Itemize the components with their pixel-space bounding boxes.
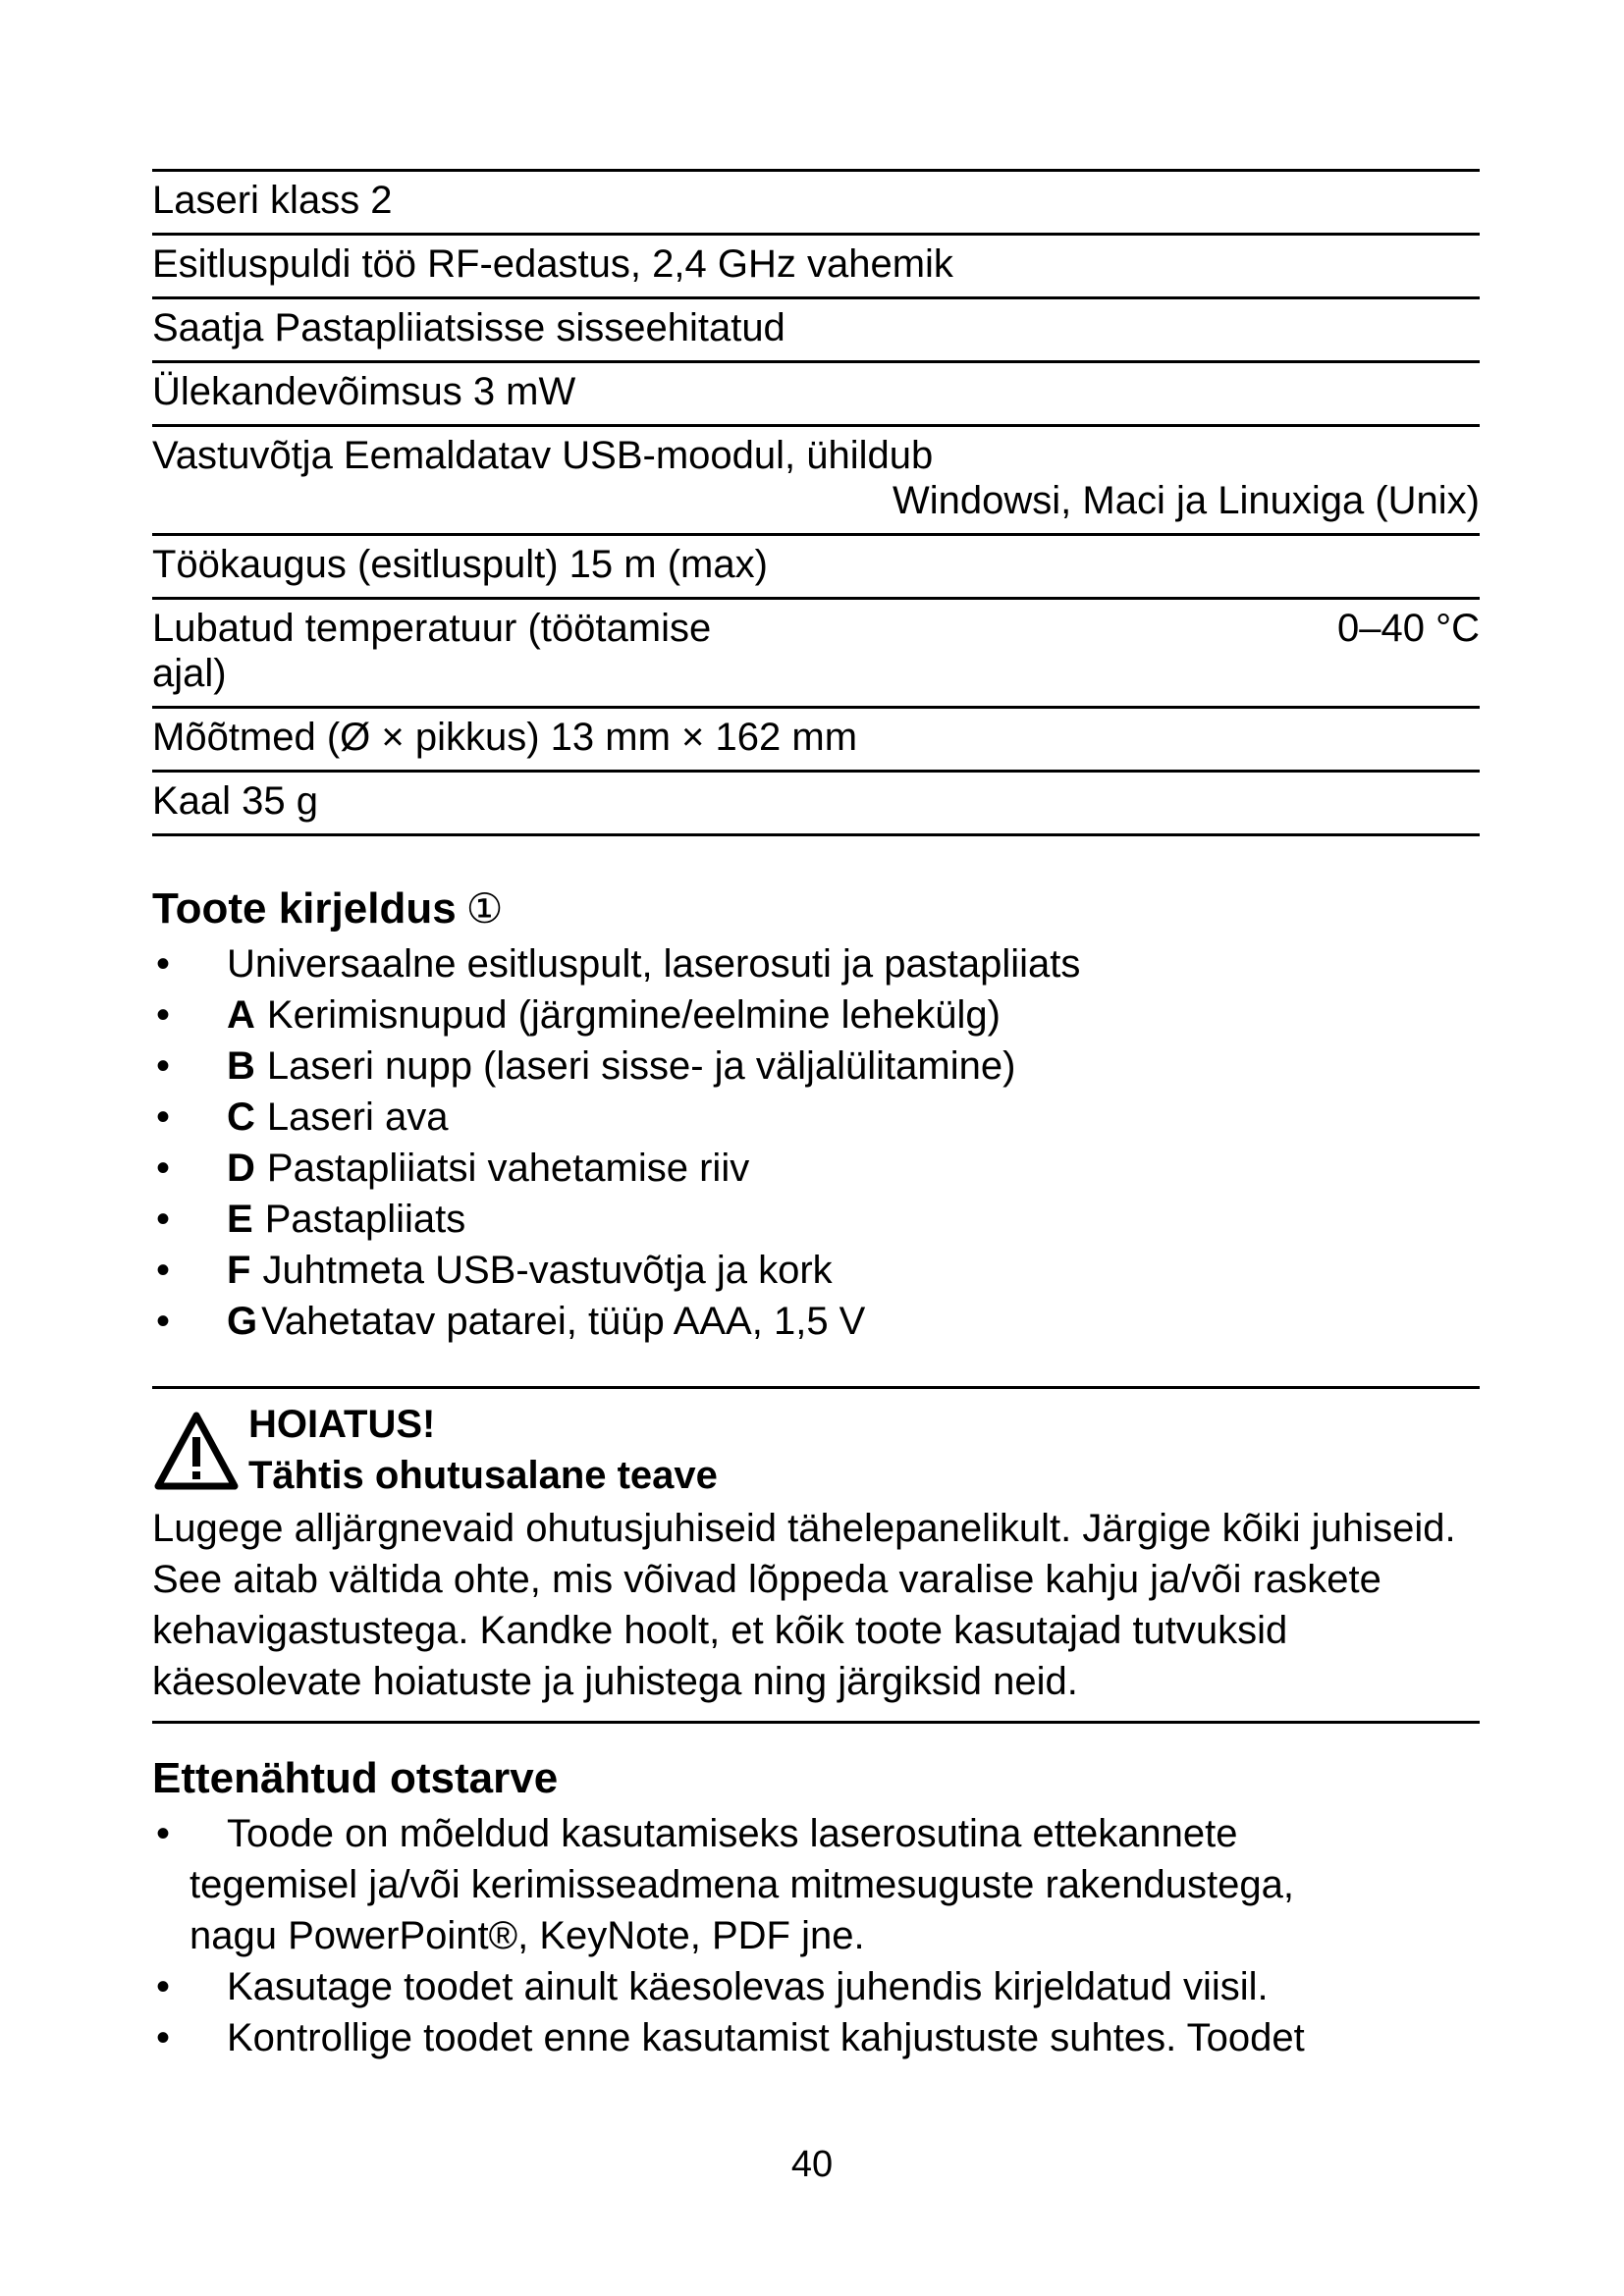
spec-text: Laseri klass 2 [152, 179, 393, 222]
bullet: • [156, 942, 171, 986]
spec-text: Esitluspuldi töö RF-edastus, 2,4 GHz vahemik [152, 242, 953, 286]
list-item [152, 1092, 1480, 1143]
warning-header [152, 1399, 1480, 1501]
list-item-continued [152, 1859, 1480, 1910]
spec-row-rf [152, 236, 1480, 299]
bullet: • [156, 1147, 171, 1190]
purpose-heading: Ettenähtud otstarve [152, 1754, 559, 1802]
list-item [152, 1143, 1480, 1194]
feature-list [152, 938, 1480, 1347]
list-item [152, 1961, 1480, 2012]
spec-text: Lubatud temperatuur (töötamise [152, 607, 712, 650]
spec-row-weight [152, 773, 1480, 836]
spec-text: Mõõtmed (Ø × pikkus) 13 mm × 162 mm [152, 716, 858, 759]
warning-subtitle: Tähtis ohutusalane teave [248, 1454, 718, 1497]
spec-row-laser-class [152, 172, 1480, 236]
item-text: nagu PowerPoint®, KeyNote, PDF jne. [189, 1914, 865, 1957]
spec-text: Ülekandevõimsus 3 mW [152, 370, 576, 413]
bullet: • [156, 1812, 171, 1855]
spec-value: 0–40 °C [1337, 607, 1480, 650]
list-item [152, 1296, 1480, 1347]
item-key: G [227, 1300, 258, 1343]
item-key: A [227, 993, 255, 1037]
item-text: Vahetatav patarei, tüüp AAA, 1,5 V [261, 1300, 866, 1343]
list-item [152, 2012, 1480, 2063]
spec-text-continued: ajal) [152, 652, 227, 695]
item-text: Toode on mõeldud kasutamiseks laserosutina ettekannete [227, 1812, 1238, 1855]
spec-row-power [152, 363, 1480, 427]
item-text: Pastapliiats [264, 1198, 466, 1241]
bullet: • [156, 1249, 171, 1292]
item-text: Universaalne esitluspult, laserosuti ja pastapliiats [227, 942, 1081, 986]
description-heading [152, 883, 1480, 934]
list-item [152, 938, 1480, 989]
item-text: Kasutage toodet ainult käesolevas juhendis kirjeldatud viisil. [227, 1965, 1269, 2008]
bullet: • [156, 1300, 171, 1343]
list-item [152, 1041, 1480, 1092]
bullet: • [156, 1965, 171, 2008]
warning-box [152, 1386, 1480, 1724]
bullet: • [156, 1044, 171, 1088]
bullet: • [156, 1198, 171, 1241]
description-title: Toote kirjeldus [152, 884, 457, 933]
spec-row-transmitter [152, 299, 1480, 363]
list-item [152, 1808, 1480, 1859]
list-item [152, 989, 1480, 1041]
item-key: B [227, 1044, 255, 1088]
item-text: Pastapliiatsi vahetamise riiv [266, 1147, 750, 1190]
spec-text: Töökaugus (esitluspult) 15 m (max) [152, 543, 768, 586]
item-text: Kontrollige toodet enne kasutamist kahjustuste suhtes. Toodet [227, 2016, 1305, 2059]
item-key: E [227, 1198, 253, 1241]
item-text: Laseri ava [266, 1095, 449, 1139]
spec-row-receiver [152, 427, 1480, 536]
item-text: Juhtmeta USB-vastuvõtja ja kork [262, 1249, 833, 1292]
bullet: • [156, 993, 171, 1037]
item-text: tegemisel ja/või kerimisseadmena mitmesuguste rakendustega, [189, 1863, 1294, 1906]
circled-reference: ① [465, 885, 504, 932]
warning-text: Lugege alljärgnevaid ohutusjuhiseid tähelepanelikult. Järgige kõiki juhiseid. See aitab vältida ohte, mis võivad lõppeda varalise kahju ja/või raskete kehavigastustega. Kandke hoolt, et kõik toote kasutajad tutvuksid käesolevate hoiatuste ja juhistega ning järgiksid neid. [152, 1507, 1456, 1703]
spec-row-temperature [152, 600, 1480, 709]
bullet: • [156, 1095, 171, 1139]
item-text: Laseri nupp (laseri sisse- ja väljalülitamine) [266, 1044, 1016, 1088]
spec-text: Kaal 35 g [152, 779, 319, 823]
warning-title: HOIATUS! [248, 1403, 436, 1446]
item-text: Kerimisnupud (järgmine/eelmine lehekülg) [266, 993, 1001, 1037]
page-content [152, 169, 1480, 2063]
list-item-continued [152, 1910, 1480, 1961]
item-key: D [227, 1147, 255, 1190]
list-item [152, 1245, 1480, 1296]
spec-text-continued: Windowsi, Maci ja Linuxiga (Unix) [893, 479, 1480, 522]
bullet: • [156, 2016, 171, 2059]
warning-titles [248, 1399, 718, 1501]
warning-triangle-icon [152, 1408, 241, 1492]
spec-row-range [152, 536, 1480, 600]
spec-table [152, 169, 1480, 836]
spec-row-dimensions [152, 709, 1480, 773]
spec-text: Saatja Pastapliiatsisse sisseehitatud [152, 306, 785, 349]
item-key: C [227, 1095, 255, 1139]
item-key: F [227, 1249, 251, 1292]
purpose-list [152, 1808, 1480, 2063]
page-number: 40 [790, 2144, 834, 2185]
spec-text: Vastuvõtja Eemaldatav USB-moodul, ühildub [152, 434, 934, 477]
list-item [152, 1194, 1480, 1245]
